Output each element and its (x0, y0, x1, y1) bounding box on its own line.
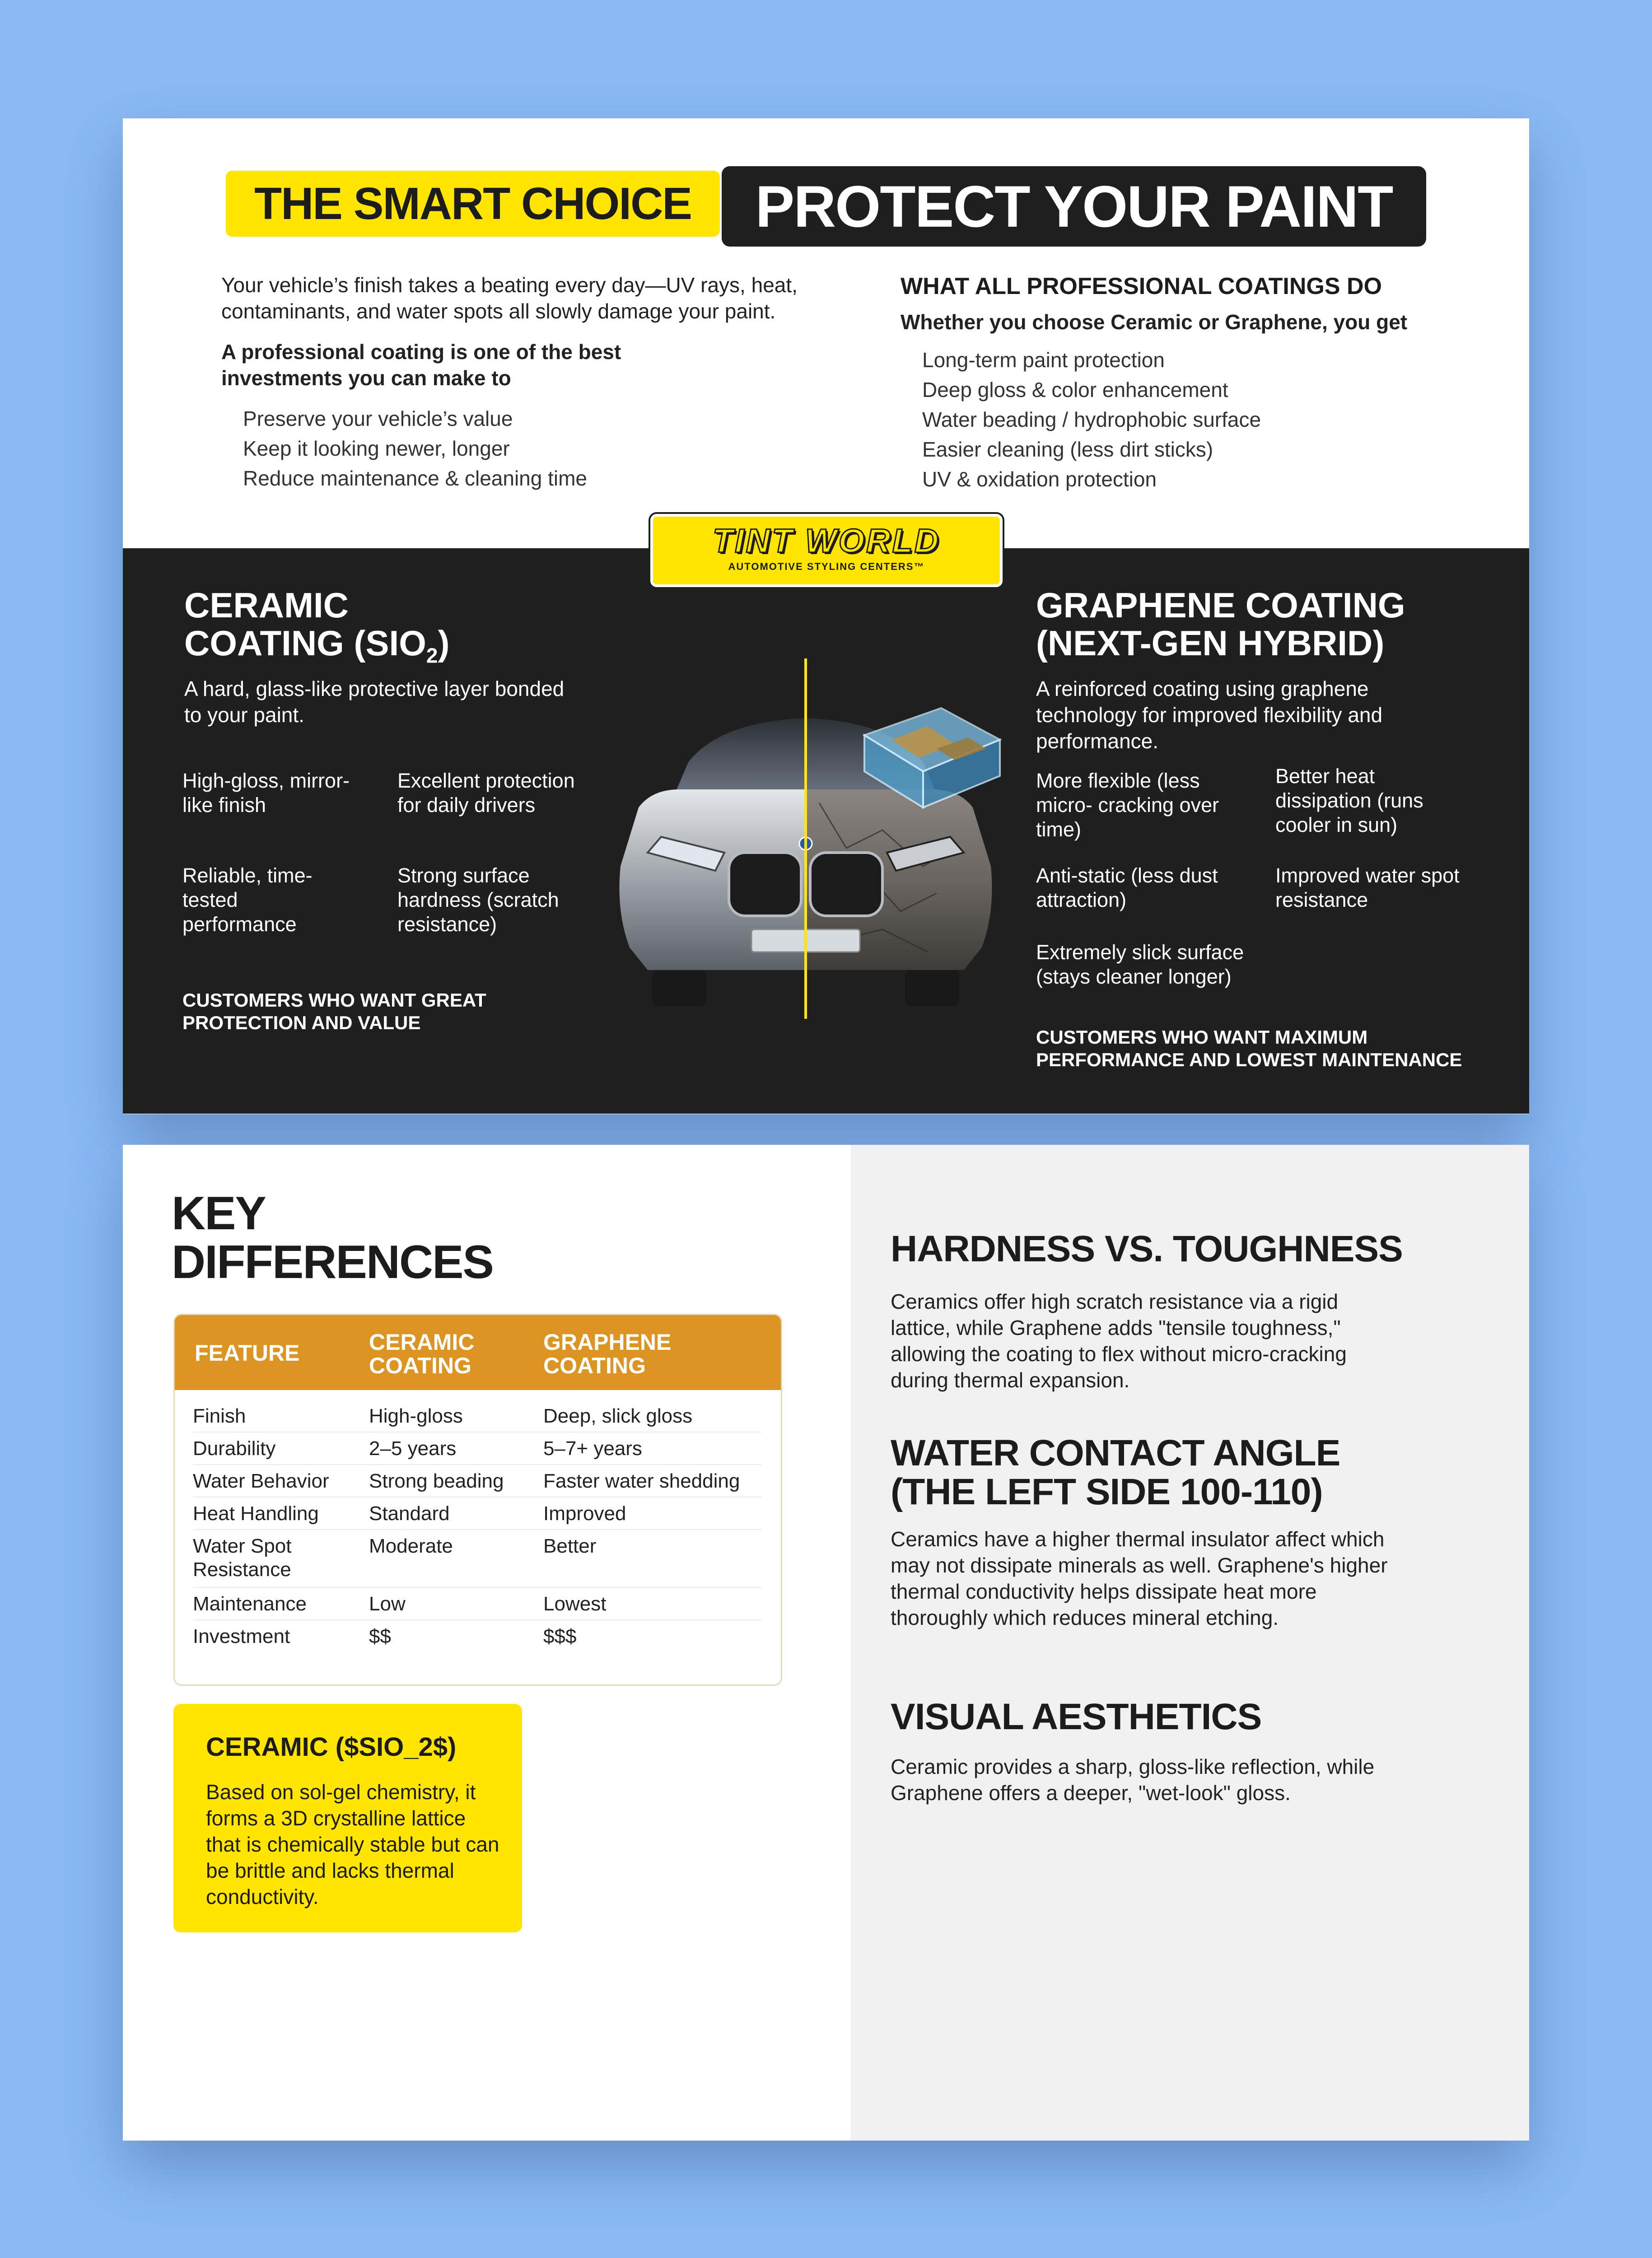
table-cell: Heat Handling (193, 1502, 319, 1525)
ceramic-info-box (173, 1704, 522, 1932)
intro-text: Your vehicle’s finish takes a beating every day—UV rays, heat, contaminants, and water spots all slowly damage your paint. (221, 273, 798, 323)
section-title: HARDNESS VS. TOUGHNESS (891, 1228, 1403, 1269)
section-text: Ceramics have a higher thermal insulator affect which may not dissipate minerals as well. Graphene's higher thermal conductivity helps dissipate heat more thoroughly which reduces mineral etching. (891, 1527, 1388, 1629)
table-cell: Durability (193, 1437, 276, 1460)
header-headline: PROTECT YOUR PAINT (722, 166, 1426, 247)
graphene-feature: Extremely slick surface (stays cleaner longer) (1036, 941, 1244, 988)
ceramic-description: A hard, glass-like protective layer bonded to your paint. (184, 677, 565, 727)
table-cell: Water Spot Resistance (193, 1535, 292, 1581)
graphene-customers: CUSTOMERS WHO WANT MAXIMUM PERFORMANCE AND LOWEST MAINTENANCE (1036, 1026, 1462, 1070)
table-cell: High-gloss (369, 1405, 463, 1427)
table-cell: Faster water shedding (543, 1470, 740, 1492)
table-row (193, 1497, 762, 1530)
list-item: Easier cleaning (less dirt sticks) (922, 438, 1213, 461)
table-cell: Better (543, 1535, 597, 1557)
table-header (175, 1315, 781, 1390)
ceramic-feature: High-gloss, mirror-like finish (182, 769, 350, 816)
list-item: Keep it looking newer, longer (243, 437, 510, 460)
graphene-feature: Better heat dissipation (runs cooler in sun) (1275, 765, 1423, 836)
pro-coatings-title: WHAT ALL PROFESSIONAL COATINGS DO (901, 273, 1382, 299)
table-cell: Maintenance (193, 1593, 307, 1615)
page-two (123, 1145, 1529, 2141)
list-item: Long-term paint protection (922, 348, 1165, 372)
ceramic-customers: CUSTOMERS WHO WANT GREAT PROTECTION AND VALUE (182, 989, 486, 1033)
table-cell: Lowest (543, 1593, 607, 1615)
table-cell: Low (369, 1593, 406, 1615)
list-item: Reduce maintenance & cleaning time (243, 467, 588, 490)
table-row (193, 1529, 762, 1588)
graphene-description: A reinforced coating using graphene technology for improved flexibility and performance. (1036, 677, 1383, 753)
comparison-table (173, 1314, 782, 1686)
pro-coatings-subtitle: Whether you choose Ceramic or Graphene, you get (901, 310, 1408, 334)
table-cell: $$$ (543, 1625, 577, 1647)
ceramic-title-line1: CERAMIC (184, 585, 349, 625)
table-cell: Moderate (369, 1535, 453, 1557)
section-title: VISUAL AESTHETICS (891, 1696, 1262, 1737)
tint-world-logo (650, 514, 1003, 587)
ceramic-info-text: Based on sol-gel chemistry, it forms a 3D crystalline lattice that is chemically stable but can be brittle and lacks thermal conductivity. (206, 1780, 499, 1908)
graphene-feature: Improved water spot resistance (1275, 864, 1460, 911)
table-cell: Water Behavior (193, 1470, 329, 1492)
graphene-feature: More flexible (less micro- cracking over time) (1036, 769, 1219, 841)
list-item: UV & oxidation protection (922, 467, 1157, 491)
ceramic-info-title: CERAMIC ($SIO_2$) (206, 1732, 457, 1762)
list-item: Preserve your vehicle’s value (243, 407, 513, 430)
table-row (193, 1619, 762, 1653)
benefits-list (243, 404, 587, 493)
table-cell: $$ (369, 1625, 391, 1647)
table-row (193, 1587, 762, 1620)
column-header: GRAPHENE COATING (543, 1330, 672, 1378)
graphene-title (1036, 586, 1405, 662)
key-differences-title-line2: DIFFERENCES (172, 1236, 493, 1288)
ceramic-feature: Strong surface hardness (scratch resistance) (397, 864, 559, 936)
key-differences-title-line1: KEY (172, 1187, 266, 1240)
logo-tagline: AUTOMOTIVE STYLING CENTERS™ (728, 561, 925, 572)
table-cell: Standard (369, 1502, 450, 1525)
pro-coatings-list (922, 345, 1261, 494)
car-split-illustration (611, 658, 1028, 1019)
graphene-title-line1: GRAPHENE COATING (1036, 585, 1405, 625)
page-one (123, 118, 1529, 1114)
ceramic-feature: Excellent protection for daily drivers (397, 769, 575, 816)
column-header: FEATURE (195, 1340, 300, 1366)
section-title: WATER CONTACT ANGLE (THE LEFT SIDE 100-110) (891, 1432, 1340, 1512)
table-row (193, 1432, 762, 1465)
column-header: CERAMIC COATING (369, 1330, 475, 1378)
table-row (193, 1399, 762, 1432)
graphene-feature: Anti-static (less dust attraction) (1036, 864, 1218, 911)
key-differences-title (172, 1189, 493, 1287)
list-item: Water beading / hydrophobic surface (922, 408, 1261, 431)
section-text: Ceramic provides a sharp, gloss-like reflection, while Graphene offers a deeper, "wet-look" gloss. (891, 1755, 1375, 1805)
table-cell: Investment (193, 1625, 290, 1647)
header-tag: THE SMART CHOICE (226, 171, 720, 237)
ceramic-title-line2: COATING (SIO (184, 623, 426, 663)
ceramic-feature: Reliable, time-tested performance (182, 864, 313, 936)
table-cell: Finish (193, 1405, 246, 1427)
table-cell: Strong beading (369, 1470, 504, 1492)
table-cell: Deep, slick gloss (543, 1405, 693, 1427)
ceramic-title-subscript: 2 (426, 644, 438, 667)
ceramic-title-close: ) (438, 623, 450, 663)
graphene-title-line2: (NEXT-GEN HYBRID) (1036, 623, 1385, 663)
list-item: Deep gloss & color enhancement (922, 378, 1228, 401)
table-cell: Improved (543, 1502, 626, 1525)
logo-name: TINT WORLD (712, 522, 941, 560)
table-cell: 5–7+ years (543, 1437, 642, 1460)
ceramic-title (184, 586, 449, 675)
section-text: Ceramics offer high scratch resistance via a rigid lattice, while Graphene adds "tensile toughness," allowing the coating to flex without micro-cracking during thermal expansion. (891, 1290, 1347, 1392)
intro-lead: A professional coating is one of the best investments you can make to (221, 340, 621, 390)
table-cell: 2–5 years (369, 1437, 457, 1460)
table-row (193, 1464, 762, 1498)
